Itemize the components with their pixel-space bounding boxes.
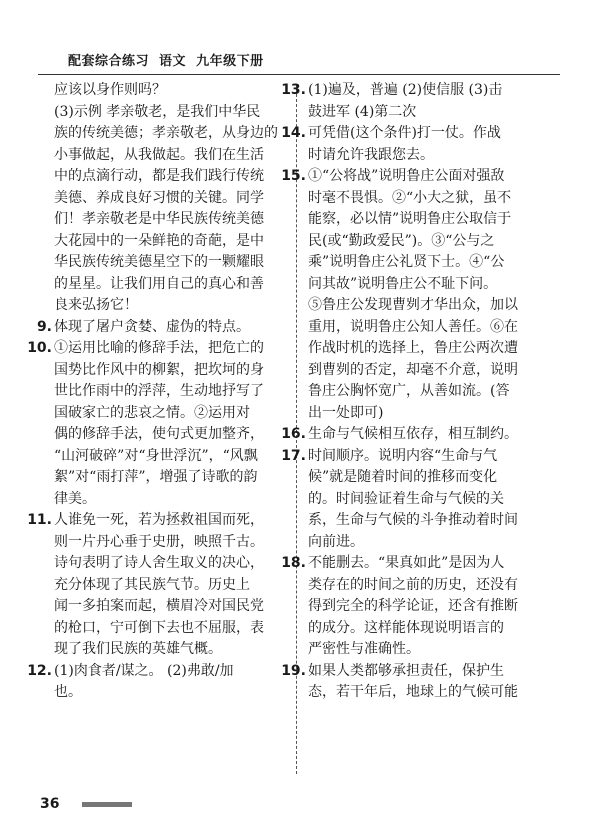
- answer-line: 鲁庄公胸怀宽广，从善如流。(答: [308, 383, 510, 399]
- answer-line: (1)遍及，普遍 (2)使信服 (3)击: [308, 82, 503, 98]
- answer-line: 如果人类都够承担责任，保护生: [308, 662, 504, 679]
- answer-line: 良来弘扬它！: [54, 297, 138, 313]
- answer-line: 生命与气候相互依存，相互制约。: [308, 426, 518, 442]
- answer-line: 民(或“勤政爱民”)。③“公与之: [308, 232, 495, 249]
- answer-line: 则一片丹心垂于史册，映照千古。: [54, 533, 264, 550]
- question-number: 11.: [27, 512, 52, 528]
- answer-line: 华民族传统美德星空下的一颗耀眼: [54, 254, 264, 270]
- answer-item: [54, 102, 286, 317]
- answer-line: ⑤鲁庄公发现曹刿才华出众，加以: [308, 297, 518, 313]
- answer-line: 能察，必以情”说明鲁庄公取信于: [308, 211, 512, 227]
- answer-line: 闻一多拍案而起，横眉冷对国民党: [54, 598, 264, 614]
- answer-line: 候”就是随着时间的推移而变化: [308, 469, 498, 485]
- answer-item: [281, 553, 548, 661]
- answer-line: 诗句表明了诗人舍生取义的决心，: [54, 555, 264, 571]
- answer-line: 小事做起，从我做起。我们在生活: [54, 146, 264, 163]
- question-number: 9.: [36, 318, 52, 335]
- answer-line: 的枪口，宁可倒下去也不屈服，表: [54, 619, 264, 636]
- answer-line: 时毫不畏惧。②“小大之狱，虽不: [308, 189, 512, 206]
- answer-line: ①运用比喻的修辞手法，把危亡的: [54, 340, 264, 356]
- answer-line: 可凭借(这个条件)打一仗。作战: [308, 125, 501, 141]
- answer-line: 的星星。让我们用自己的真心和善: [54, 275, 264, 292]
- question-number: 18.: [281, 555, 306, 571]
- question-number: 17.: [281, 447, 306, 464]
- right-column: [281, 80, 548, 704]
- question-number: 14.: [281, 125, 306, 141]
- answer-line: 絮”对“雨打萍”，增强了诗歌的韵: [54, 469, 258, 485]
- question-number: 12.: [27, 662, 52, 679]
- answer-line: 国势比作风中的柳絮，把坎坷的身: [54, 361, 264, 378]
- answer-line: 大花园中的一朵鲜艳的奇葩，是中: [54, 232, 264, 249]
- answer-line: 体现了屠户贪婪、虚伪的特点。: [54, 318, 250, 335]
- answer-line: 们！孝亲敬老是中华民族传统美德: [54, 211, 264, 227]
- answer-line: 严密性与准确性。: [308, 641, 420, 657]
- answer-line: 向前进。: [308, 533, 364, 550]
- answer-item: [27, 510, 286, 661]
- answer-line: 的成分。这样能体现说明语言的: [308, 619, 504, 636]
- question-number: 13.: [281, 82, 306, 98]
- answer-line: 类存在的时间之前的历史，还没有: [308, 576, 518, 593]
- answer-item: [281, 166, 548, 424]
- answer-line: 世比作雨中的浮萍，生动地抒写了: [54, 383, 264, 399]
- page-header: [38, 40, 558, 70]
- answer-line: 的。时间验证着生命与气候的关: [308, 490, 504, 507]
- answer-line: ①“公将战”说明鲁庄公面对强敌: [308, 168, 505, 184]
- answer-line: 问其故”说明鲁庄公不耻下问。: [308, 275, 498, 292]
- answer-line: 族的传统美德；孝亲敬老，从身边的: [54, 125, 278, 141]
- question-number: 16.: [281, 426, 306, 442]
- answer-item: [36, 317, 286, 339]
- answer-line: 偶的修辞手法，使句式更加整齐，: [54, 426, 264, 442]
- answer-line: 不能删去。“果真如此”是因为人: [308, 555, 505, 571]
- answer-line: 现了我们民族的英雄气概。: [54, 641, 222, 657]
- answer-item: [281, 123, 548, 166]
- answer-line: 人谁免一死，若为拯救祖国而死，: [54, 512, 264, 528]
- answer-line: 作战时机的选择上，鲁庄公两次遭: [308, 340, 518, 356]
- answer-item: [54, 80, 286, 102]
- watermark-seal: [470, 718, 590, 758]
- left-column: [27, 80, 286, 704]
- answer-line: (3)示例 孝亲敬老，是我们中华民: [54, 103, 261, 120]
- answer-line: (1)肉食者/谋之。 (2)弗敢/加: [54, 662, 234, 679]
- question-number: 15.: [281, 168, 306, 184]
- answer-line: 得到完全的科学论证，还含有推断: [308, 598, 518, 614]
- answer-line: 时请允许我跟您去。: [308, 146, 434, 163]
- answer-line: 应该以身作则吗？: [54, 82, 166, 98]
- answer-line: 态，若干年后，地球上的气候可能: [308, 684, 518, 700]
- header-rule: [38, 74, 560, 75]
- answer-line: 出一处即可): [308, 404, 384, 421]
- answer-line: 到曹刿的否定，却毫不介意，说明: [308, 361, 518, 378]
- answer-item: [281, 424, 548, 446]
- question-number: 19.: [281, 662, 306, 679]
- page-number: 36: [40, 796, 60, 812]
- answer-line: 系，生命与气候的斗争推动着时间: [308, 512, 518, 528]
- answer-line: 乘”说明鲁庄公礼贤下士。④“公: [308, 254, 505, 270]
- answer-line: 重用，说明鲁庄公知人善任。⑥在: [308, 318, 518, 335]
- answer-line: 国破家亡的悲哀之情。②运用对: [54, 404, 250, 421]
- answer-line: 律美。: [54, 490, 96, 507]
- answer-item: [281, 80, 548, 123]
- question-number: 10.: [27, 340, 52, 356]
- answer-line: 中的点滴行动，都是我们践行传统: [54, 168, 264, 184]
- answer-line: 鼓进军 (4)第二次: [308, 103, 417, 120]
- answer-item: [27, 338, 286, 510]
- answer-line: 也。: [54, 684, 82, 700]
- answer-line: 时间顺序。说明内容“生命与气: [308, 447, 498, 464]
- header-title: 配套综合练习 语文 九年级下册: [68, 54, 264, 69]
- answer-item: [281, 661, 548, 704]
- answer-line: 美德、养成良好习惯的关键。同学: [54, 189, 264, 206]
- answer-line: 充分体现了其民族气节。历史上: [54, 576, 250, 593]
- answer-item: [27, 661, 286, 704]
- answer-item: [281, 446, 548, 554]
- answer-line: “山河破碎”对“身世浮沉”，“风飘: [54, 447, 258, 464]
- page-number-bar: [82, 802, 132, 807]
